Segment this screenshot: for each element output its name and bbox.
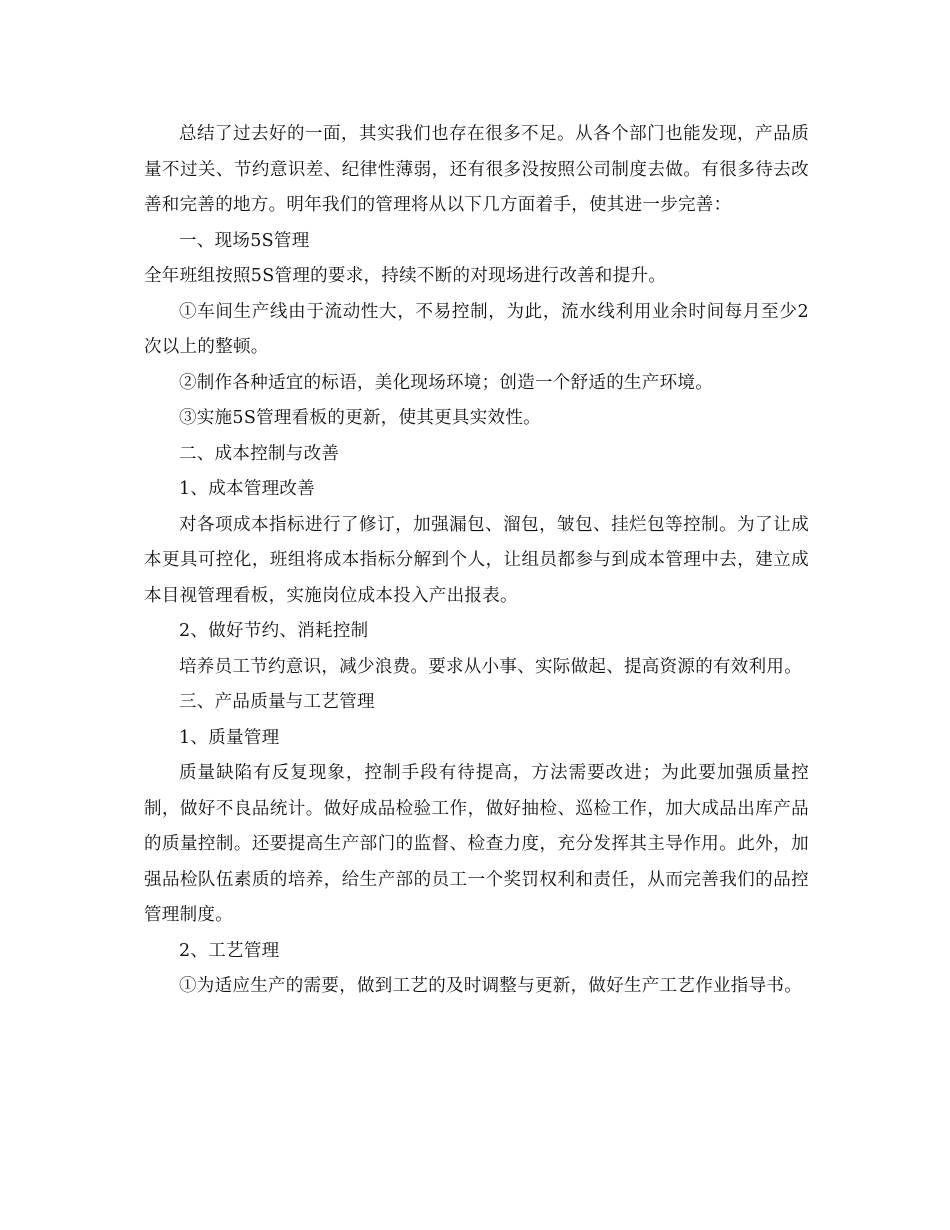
list-item-5s-1: ①车间生产线由于流动性大，不易控制，为此，流水线利用业余时间每月至少2次以上的整顿。 — [144, 301, 809, 357]
section-heading-cost: 二、成本控制与改善 — [179, 443, 340, 464]
subheading-process-management: 2、工艺管理 — [179, 940, 280, 961]
subheading-savings: 2、做好节约、消耗控制 — [179, 621, 369, 641]
list-item-5s-2: ②制作各种适宜的标语，美化现场环境；创造一个舒适的生产环境。 — [179, 372, 713, 393]
paragraph-quality-management: 质量缺陷有反复现象，控制手段有待提高，方法需要改进；为此要加强质量控制，做好不良品统计。做好成品检验工作，做好抽检、巡检工作，加大成品出库产品的质量控制。还要提高生产部门的监督、检查力度，充分发挥其主导作用。此外，加强品检队伍素质的培养，给生产部的员工一个奖罚权利和责任，从而完善我们的品控管理制度。 — [144, 763, 809, 925]
list-item-process-1: ①为适应生产的需要，做到工艺的及时调整与更新，做好生产工艺作业指导书。 — [179, 976, 802, 996]
subheading-quality-management: 1、质量管理 — [179, 727, 280, 748]
section-heading-quality: 三、产品质量与工艺管理 — [179, 692, 375, 712]
subheading-cost-management: 1、成本管理改善 — [179, 479, 316, 499]
list-item-5s-3: ③实施5S管理看板的更新，使其更具实效性。 — [179, 408, 541, 428]
document-body — [144, 117, 809, 1005]
intro-paragraph: 总结了过去好的一面，其实我们也存在很多不足。从各个部门也能发现，产品质量不过关、节约意识差、纪律性薄弱，还有很多没按照公司制度去做。有很多待去改善和完善的地方。明年我们的管理将从以下几方面着手，使其进一步完善： — [144, 124, 809, 215]
paragraph-5s-overview: 全年班组按照5S管理的要求，持续不断的对现场进行改善和提升。 — [144, 266, 667, 286]
section-heading-5s: 一、现场5S管理 — [179, 230, 310, 251]
paragraph-cost-management: 对各项成本指标进行了修订，加强漏包、溜包，皱包、挂烂包等控制。为了让成本更具可控化，班组将成本指标分解到个人，让组员都参与到成本管理中去，建立成本目视管理看板，实施岗位成本投入产出报表。 — [144, 514, 809, 606]
paragraph-savings: 培养员工节约意识，减少浪费。要求从小事、实际做起、提高资源的有效利用。 — [179, 656, 802, 677]
